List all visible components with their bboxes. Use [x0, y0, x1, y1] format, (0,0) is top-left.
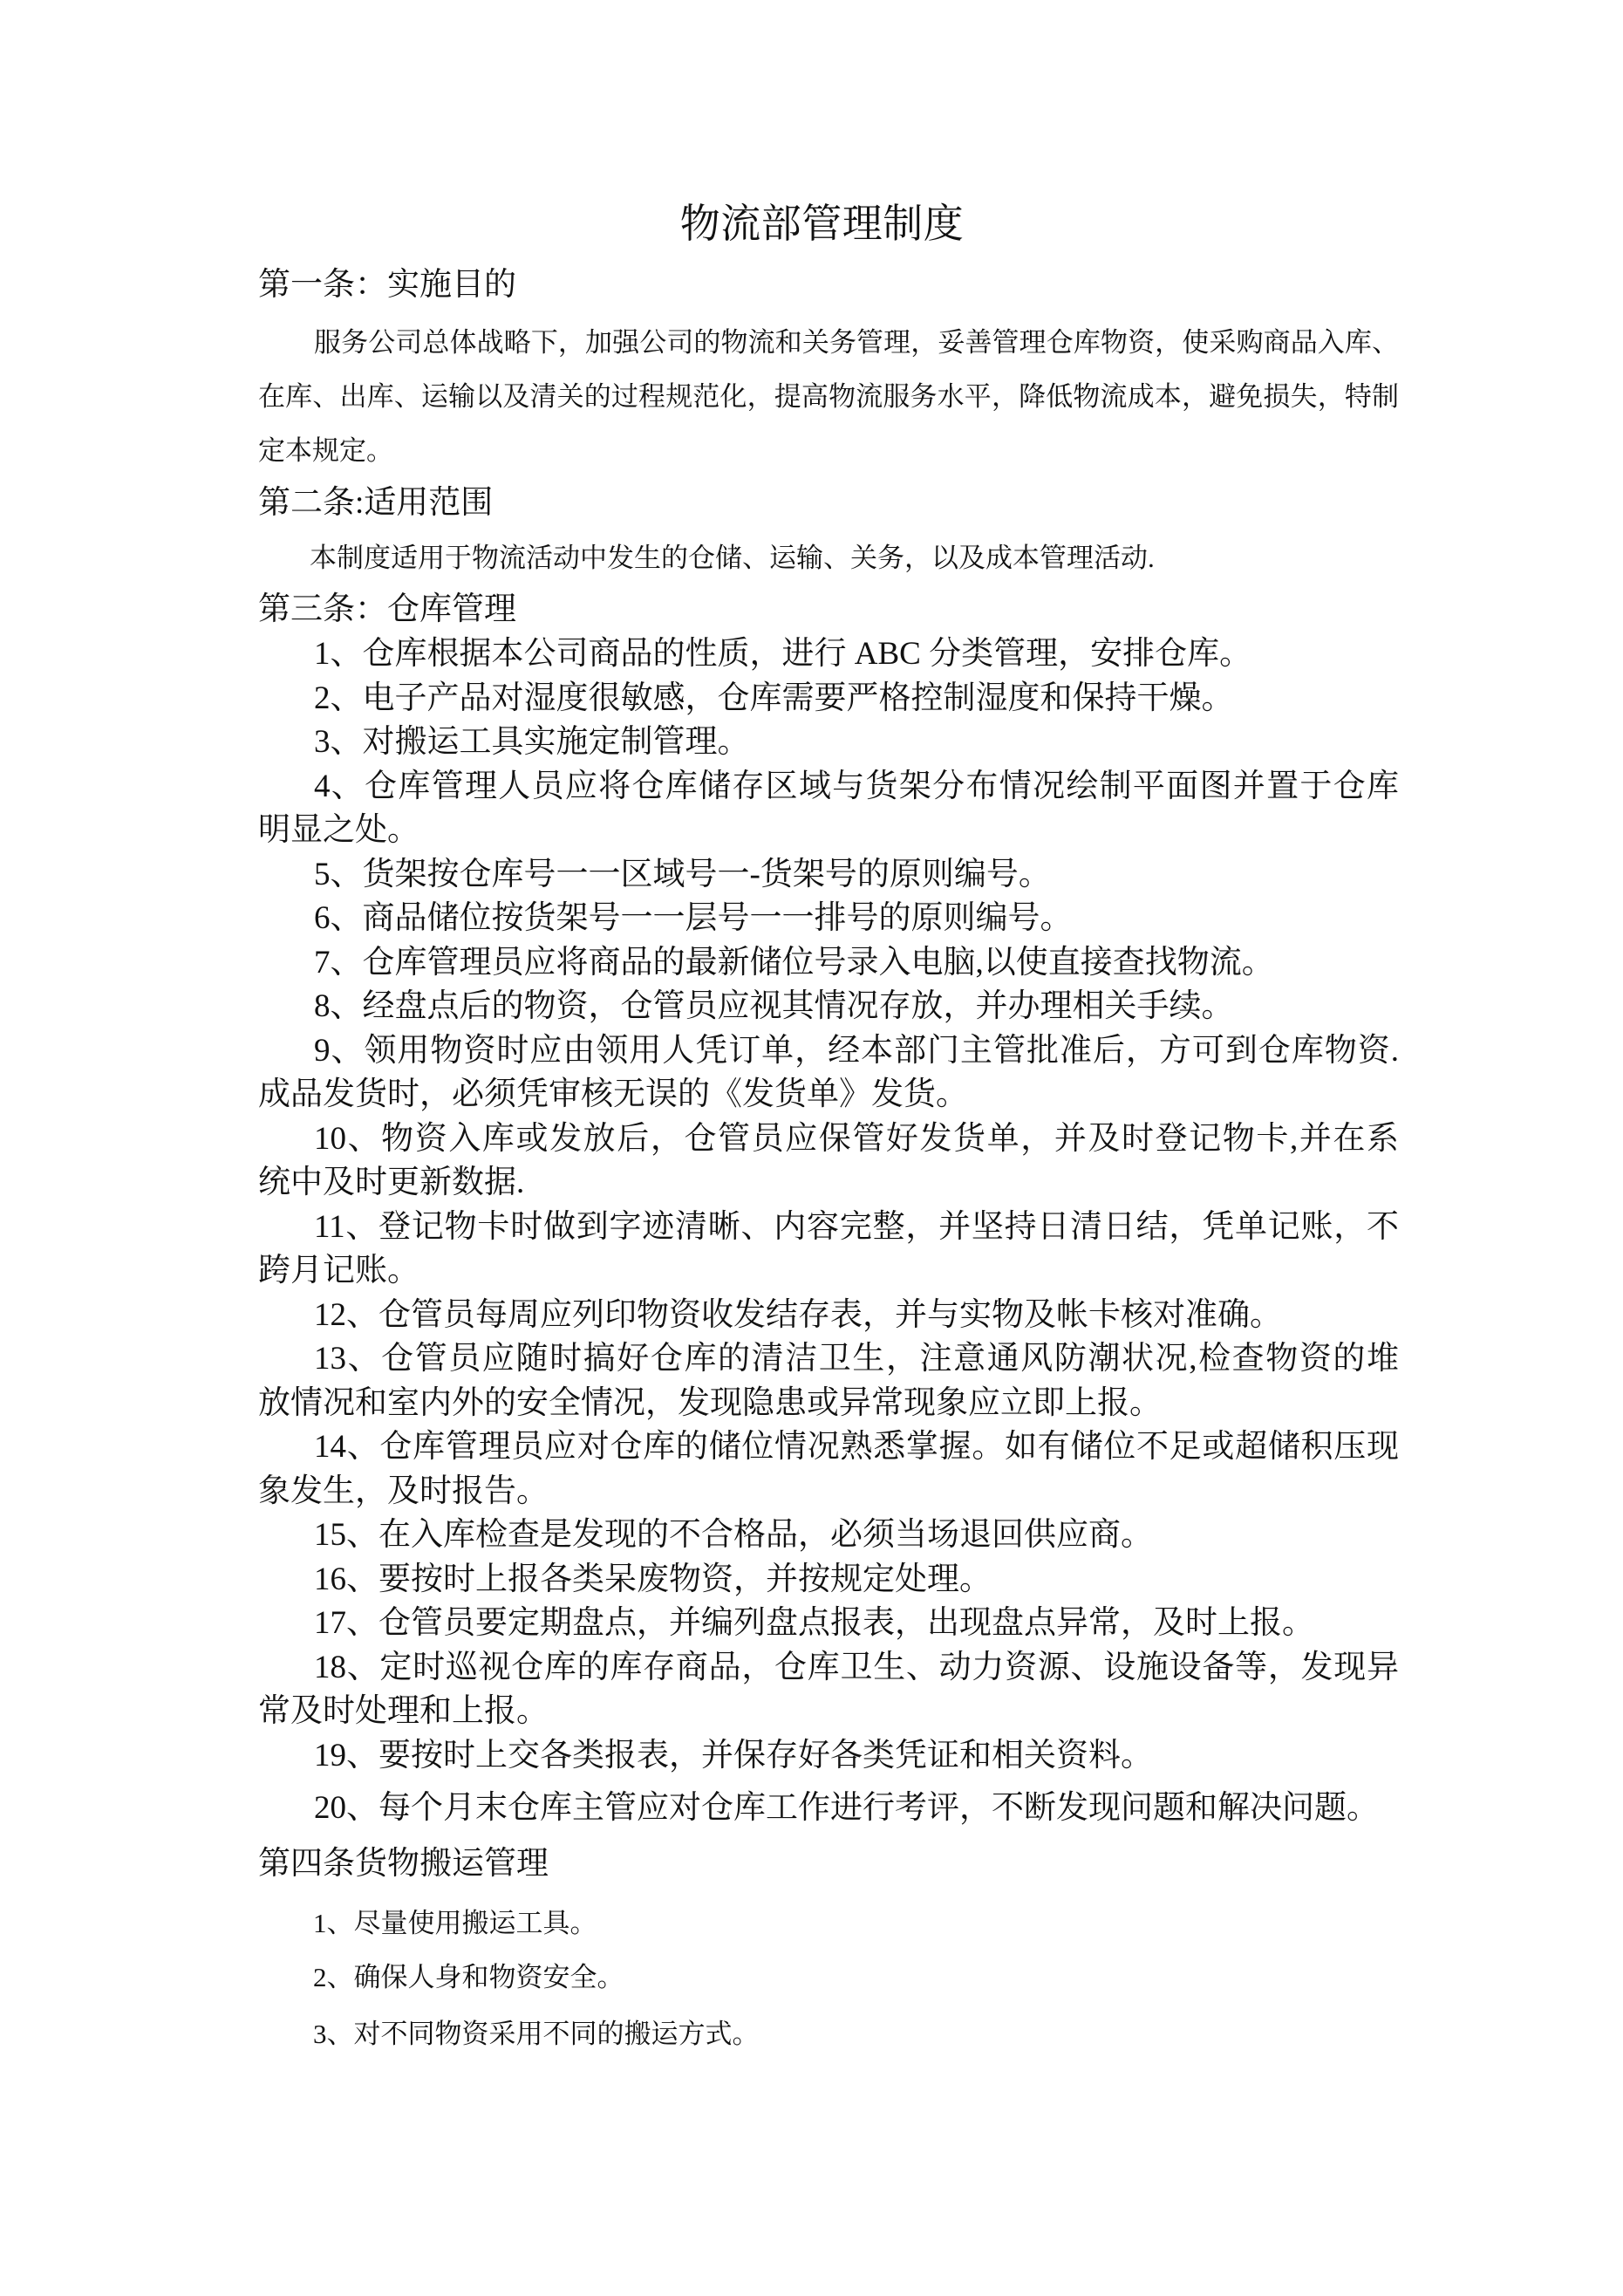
warehouse-rule-20-line-1: 20、每个月末仓库主管应对仓库工作进行考评，不断发现问题和解决问题。: [314, 1790, 1379, 1826]
warehouse-rule-4: [258, 765, 1399, 853]
warehouse-rule-18-line-1: 18、定时巡视仓库的库存商品，仓库卫生、动力资源、设施设备等，发现异: [314, 1649, 1399, 1685]
article-2: [258, 476, 1399, 585]
article-1-paragraph-line-1: 服务公司总体战略下，加强公司的物流和关务管理，妥善管理仓库物资，使采购商品入库、: [314, 327, 1399, 358]
warehouse-rule-7: [258, 941, 1399, 986]
warehouse-rule-19-line-1: 19、要按时上交各类报表，并保存好各类凭证和相关资料。: [314, 1737, 1153, 1773]
warehouse-rule-13-line-2: 放情况和室内外的安全情况，发现隐患或异常现象应立即上报。: [258, 1384, 1162, 1421]
warehouse-rule-2: [258, 677, 1399, 721]
warehouse-rule-2-line-1: 2、电子产品对湿度很敏感，仓库需要严格控制湿度和保持干燥。: [314, 680, 1234, 716]
warehouse-rule-19: [258, 1734, 1399, 1779]
warehouse-rule-16: [258, 1558, 1399, 1602]
warehouse-rule-17: [258, 1602, 1399, 1646]
warehouse-rule-9-line-1: 9、领用物资时应由领用人凭订单，经本部门主管批准后，方可到仓库物资.: [314, 1032, 1399, 1069]
article-2-paragraph-line-1: 本制度适用于物流活动中发生的仓储、运输、关务，以及成本管理活动.: [310, 543, 1155, 573]
article-2-heading: 第二条:适用范围: [258, 485, 494, 521]
warehouse-rule-16-line-1: 16、要按时上报各类呆废物资，并按规定处理。: [314, 1561, 992, 1597]
warehouse-rule-11-line-2: 跨月记账。: [258, 1253, 419, 1288]
warehouse-rule-6: [258, 897, 1399, 941]
document-body: [258, 258, 1399, 2061]
warehouse-rule-17-line-1: 17、仓管员要定期盘点，并编列盘点报表，出现盘点异常，及时上报。: [314, 1605, 1314, 1641]
warehouse-rule-14: [258, 1425, 1399, 1514]
warehouse-rule-8-line-1: 8、经盘点后的物资，仓管员应视其情况存放，并办理相关手续。: [314, 988, 1234, 1024]
warehouse-rule-13: [258, 1337, 1399, 1425]
warehouse-rule-3-line-1: 3、对搬运工具实施定制管理。: [314, 724, 750, 760]
warehouse-rule-9-line-2: 成品发货时，必须凭审核无误的《发货单》发货。: [258, 1076, 968, 1112]
warehouse-rule-11: [258, 1206, 1399, 1294]
warehouse-rule-1: [258, 632, 1399, 677]
warehouse-rule-14-line-1: 14、仓库管理员应对仓库的储位情况熟悉掌握。如有储位不足或超储积压现: [314, 1429, 1399, 1465]
warehouse-rule-10-line-1: 10、物资入库或发放后，仓管员应保管好发货单，并及时登记物卡,并在系: [314, 1120, 1399, 1157]
warehouse-rule-10: [258, 1117, 1399, 1206]
warehouse-rule-11-line-1: 11、登记物卡时做到字迹清晰、内容完整，并坚持日清日结，凭单记账，不: [314, 1208, 1399, 1245]
warehouse-rule-5-line-1: 5、货架按仓库号一一区域号一-货架号的原则编号。: [314, 856, 1051, 892]
warehouse-rule-4-line-1: 4、仓库管理人员应将仓库储存区域与货架分布情况绘制平面图并置于仓库: [314, 768, 1399, 804]
handling-rule-3: 3、对不同物资采用不同的搬运方式。: [313, 2019, 760, 2049]
warehouse-rule-14-line-2: 象发生，及时报告。: [258, 1473, 549, 1509]
article-1-paragraph-line-3: 定本规定。: [258, 435, 393, 466]
article-1-paragraph-line-2: 在库、出库、运输以及清关的过程规范化，提高物流服务水平，降低物流成本，避免损失，特制: [258, 381, 1399, 412]
article-3-heading: 第三条：仓库管理: [258, 591, 516, 627]
warehouse-rule-15: [258, 1514, 1399, 1558]
warehouse-rule-12-line-1: 12、仓管员每周应列印物资收发结存表，并与实物及帐卡核对准确。: [314, 1296, 1282, 1333]
warehouse-rule-9: [258, 1029, 1399, 1117]
article-1-heading: 第一条：实施目的: [258, 267, 516, 303]
warehouse-rule-18: [258, 1646, 1399, 1734]
warehouse-rule-1-line-1: 1、仓库根据本公司商品的性质，进行 ABC 分类管理，安排仓库。: [314, 636, 1252, 672]
document-title: 物流部管理制度: [679, 202, 965, 246]
warehouse-rule-7-line-1: 7、仓库管理员应将商品的最新储位号录入电脑,以使直接查找物流。: [314, 944, 1274, 981]
handling-rule-2: 2、确保人身和物资安全。: [313, 1962, 624, 1992]
article-1-paragraph: [258, 316, 1399, 478]
article-3: [258, 587, 1399, 1831]
warehouse-rule-15-line-1: 15、在入库检查是发现的不合格品，必须当场退回供应商。: [314, 1517, 1153, 1553]
warehouse-rule-12: [258, 1294, 1399, 1338]
warehouse-rule-8: [258, 985, 1399, 1029]
warehouse-rule-3: [258, 721, 1399, 765]
warehouse-rules-list: [258, 632, 1399, 1831]
warehouse-rule-13-line-1: 13、仓管员应随时搞好仓库的清洁卫生，注意通风防潮状况,检查物资的堆: [314, 1341, 1399, 1377]
warehouse-rule-20: [258, 1787, 1399, 1831]
warehouse-rule-5: [258, 853, 1399, 898]
warehouse-rule-18-line-2: 常及时处理和上报。: [258, 1693, 549, 1729]
warehouse-rule-4-line-2: 明显之处。: [258, 812, 419, 848]
article-1: [258, 258, 1399, 478]
article-4: [258, 1842, 1399, 2061]
warehouse-rule-6-line-1: 6、商品储位按货架号一一层号一一排号的原则编号。: [314, 900, 1073, 936]
handling-rule-1: 1、尽量使用搬运工具。: [313, 1908, 597, 1938]
warehouse-rule-10-line-2: 统中及时更新数据.: [258, 1165, 525, 1200]
article-4-heading: 第四条货物搬运管理: [258, 1846, 549, 1882]
handling-rules-list: [258, 1896, 1399, 2061]
article-2-paragraph: [258, 531, 1399, 585]
